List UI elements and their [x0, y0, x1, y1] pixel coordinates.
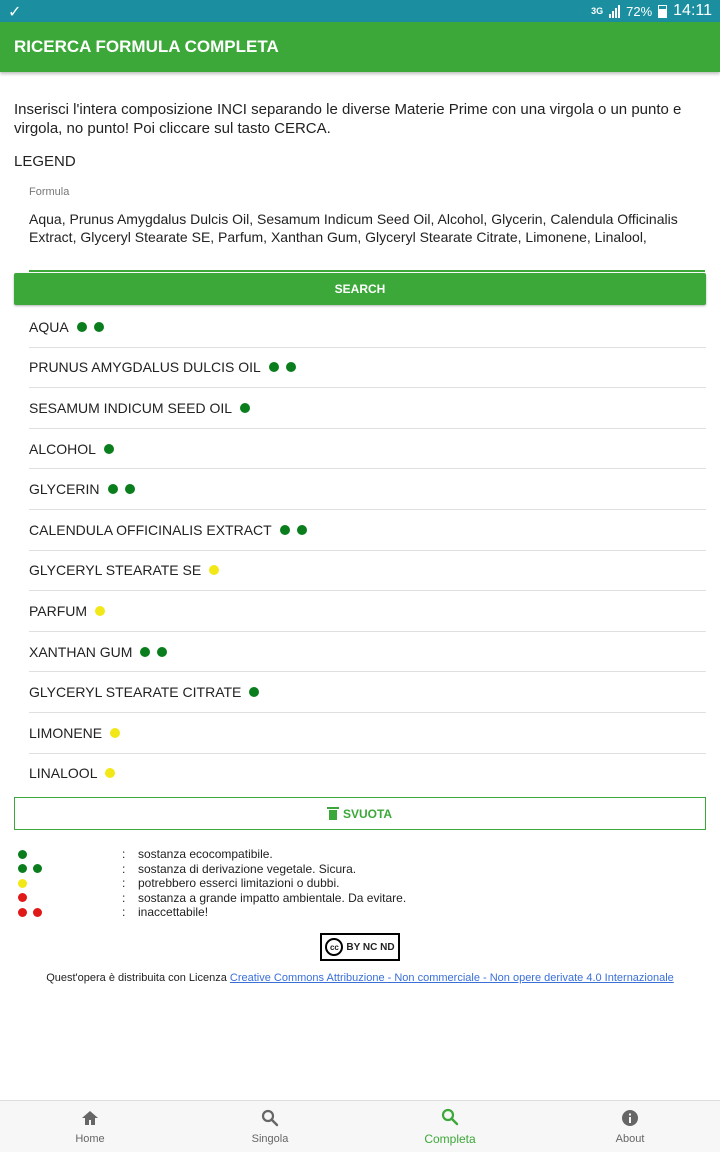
nav-label: Home [75, 1133, 105, 1145]
result-name: LIMONENE [29, 724, 103, 741]
legend-row [18, 847, 406, 862]
legend-separator: : [122, 890, 126, 905]
nav-label: About [615, 1133, 645, 1145]
legend-dots [18, 908, 122, 917]
result-name: XANTHAN GUM [29, 643, 133, 660]
result-name: GLYCERIN [29, 481, 100, 498]
bottom-navigation [0, 1100, 720, 1152]
rating-dots [140, 647, 167, 657]
yellow-dot-icon [105, 768, 115, 778]
legend-row [18, 876, 406, 891]
app-bar [0, 22, 720, 72]
result-item[interactable] [29, 713, 706, 754]
green-dot-icon [286, 362, 296, 372]
formula-input[interactable]: Aqua, Prunus Amygdalus Dulcis Oil, Sesamum Indicum Seed Oil, Alcohol, Glycerin, Calendula Officinalis Extract, Glyceryl Stearate SE, Parfum, Xanthan Gum, Glyceryl Stearate Citrate, Limonene, Linalool, [29, 211, 678, 245]
green-dot-icon [249, 687, 259, 697]
green-dot-icon [104, 444, 114, 454]
legend-separator: : [122, 861, 126, 876]
green-dot-icon [269, 362, 279, 372]
yellow-dot-icon [209, 565, 219, 575]
green-dot-icon [33, 864, 42, 873]
check-icon: ✓ [8, 4, 22, 21]
nav-home[interactable] [0, 1101, 180, 1152]
signal-icon [609, 5, 620, 18]
yellow-dot-icon [95, 606, 105, 616]
license-notice [0, 972, 720, 984]
clock: 14:11 [673, 2, 712, 19]
result-name: GLYCERYL STEARATE CITRATE [29, 684, 242, 701]
rating-dots [269, 362, 296, 372]
result-name: GLYCERYL STEARATE SE [29, 562, 202, 579]
legend-dots [18, 864, 122, 873]
yellow-dot-icon [110, 728, 120, 738]
result-item[interactable] [29, 754, 706, 794]
red-dot-icon [33, 908, 42, 917]
red-dot-icon [18, 893, 27, 902]
rating-dots [95, 606, 105, 616]
rating-dots [249, 687, 259, 697]
legend-row [18, 905, 406, 920]
legend-text: potrebbero esserci limitazioni o dubbi. [138, 876, 340, 891]
legend-separator: : [122, 876, 126, 891]
green-dot-icon [240, 403, 250, 413]
rating-dots [108, 484, 135, 494]
svuota-label: SVUOTA [342, 806, 393, 821]
legend-text: sostanza a grande impatto ambientale. Da evitare. [138, 890, 407, 905]
legend-dots [18, 879, 122, 888]
result-name: LINALOOL [29, 765, 98, 782]
legend-separator: : [122, 847, 126, 862]
legend-dots [18, 850, 122, 859]
result-name: AQUA [29, 318, 69, 335]
yellow-dot-icon [18, 879, 27, 888]
rating-dots [104, 444, 114, 454]
legend-label: LEGEND [14, 153, 76, 170]
result-name: SESAMUM INDICUM SEED OIL [29, 399, 233, 416]
home-icon [80, 1108, 100, 1133]
cc-badge-text: BY NC ND [346, 941, 395, 953]
nav-about[interactable] [540, 1101, 720, 1152]
green-dot-icon [18, 850, 27, 859]
search-button[interactable]: SEARCH [14, 273, 706, 305]
green-dot-icon [94, 322, 104, 332]
legend-row [18, 891, 406, 906]
search-icon [440, 1107, 460, 1132]
status-bar [0, 0, 720, 22]
rating-dots [105, 768, 115, 778]
legend-text: sostanza di derivazione vegetale. Sicura. [138, 861, 357, 876]
instructions-text: Inserisci l'intera composizione INCI separando le diverse Materie Prime con una virgola o un punto e virgola, no punto! Poi cliccare sul tasto CERCA. [14, 101, 682, 137]
rating-dots [209, 565, 219, 575]
green-dot-icon [108, 484, 118, 494]
result-item[interactable] [29, 672, 706, 713]
legend-separator: : [122, 905, 126, 920]
result-item[interactable] [29, 510, 706, 551]
nav-label: Completa [424, 1132, 476, 1146]
result-item[interactable] [29, 429, 706, 470]
rating-dots [280, 525, 307, 535]
nav-completa[interactable] [360, 1101, 540, 1152]
rating-dots [77, 322, 104, 332]
legend-dots [18, 893, 122, 902]
legend-text: inaccettabile! [138, 905, 209, 920]
cc-icon: cc [325, 938, 343, 956]
green-dot-icon [280, 525, 290, 535]
green-dot-icon [77, 322, 87, 332]
formula-field[interactable] [29, 184, 705, 272]
result-item[interactable] [29, 469, 706, 510]
formula-label: Formula [29, 186, 70, 198]
result-item[interactable] [29, 348, 706, 389]
rating-dots [240, 403, 250, 413]
info-icon [620, 1108, 640, 1133]
result-name: CALENDULA OFFICINALIS EXTRACT [29, 521, 272, 538]
legend-table [18, 847, 406, 920]
rating-dots [110, 728, 120, 738]
nav-label: Singola [251, 1133, 289, 1145]
result-item[interactable] [29, 591, 706, 632]
battery-level: 72% [626, 3, 653, 19]
nav-singola[interactable] [180, 1101, 360, 1152]
search-icon [260, 1108, 280, 1133]
result-item[interactable] [29, 632, 706, 673]
result-item[interactable] [29, 388, 706, 429]
license-link[interactable]: Creative Commons Attribuzione - Non commerciale - Non opere derivate 4.0 Internazionale [229, 972, 674, 984]
result-item[interactable] [29, 307, 706, 348]
green-dot-icon [125, 484, 135, 494]
result-name: PARFUM [29, 602, 88, 619]
green-dot-icon [18, 864, 27, 873]
cc-license-badge[interactable] [320, 933, 400, 961]
network-indicator: 3G [591, 6, 604, 16]
page-title: RICERCA FORMULA COMPLETA [14, 37, 279, 56]
green-dot-icon [297, 525, 307, 535]
svuota-button[interactable] [14, 797, 706, 830]
result-name: PRUNUS AMYGDALUS DULCIS OIL [29, 359, 261, 376]
results-list [29, 307, 706, 793]
green-dot-icon [140, 647, 150, 657]
green-dot-icon [157, 647, 167, 657]
result-name: ALCOHOL [29, 440, 96, 457]
trash-icon [328, 807, 338, 820]
result-item[interactable] [29, 551, 706, 592]
red-dot-icon [18, 908, 27, 917]
battery-icon [658, 5, 667, 18]
legend-row [18, 862, 406, 877]
legend-text: sostanza ecocompatibile. [138, 847, 273, 862]
license-text: Quest'opera è distribuita con Licenza [46, 972, 230, 984]
